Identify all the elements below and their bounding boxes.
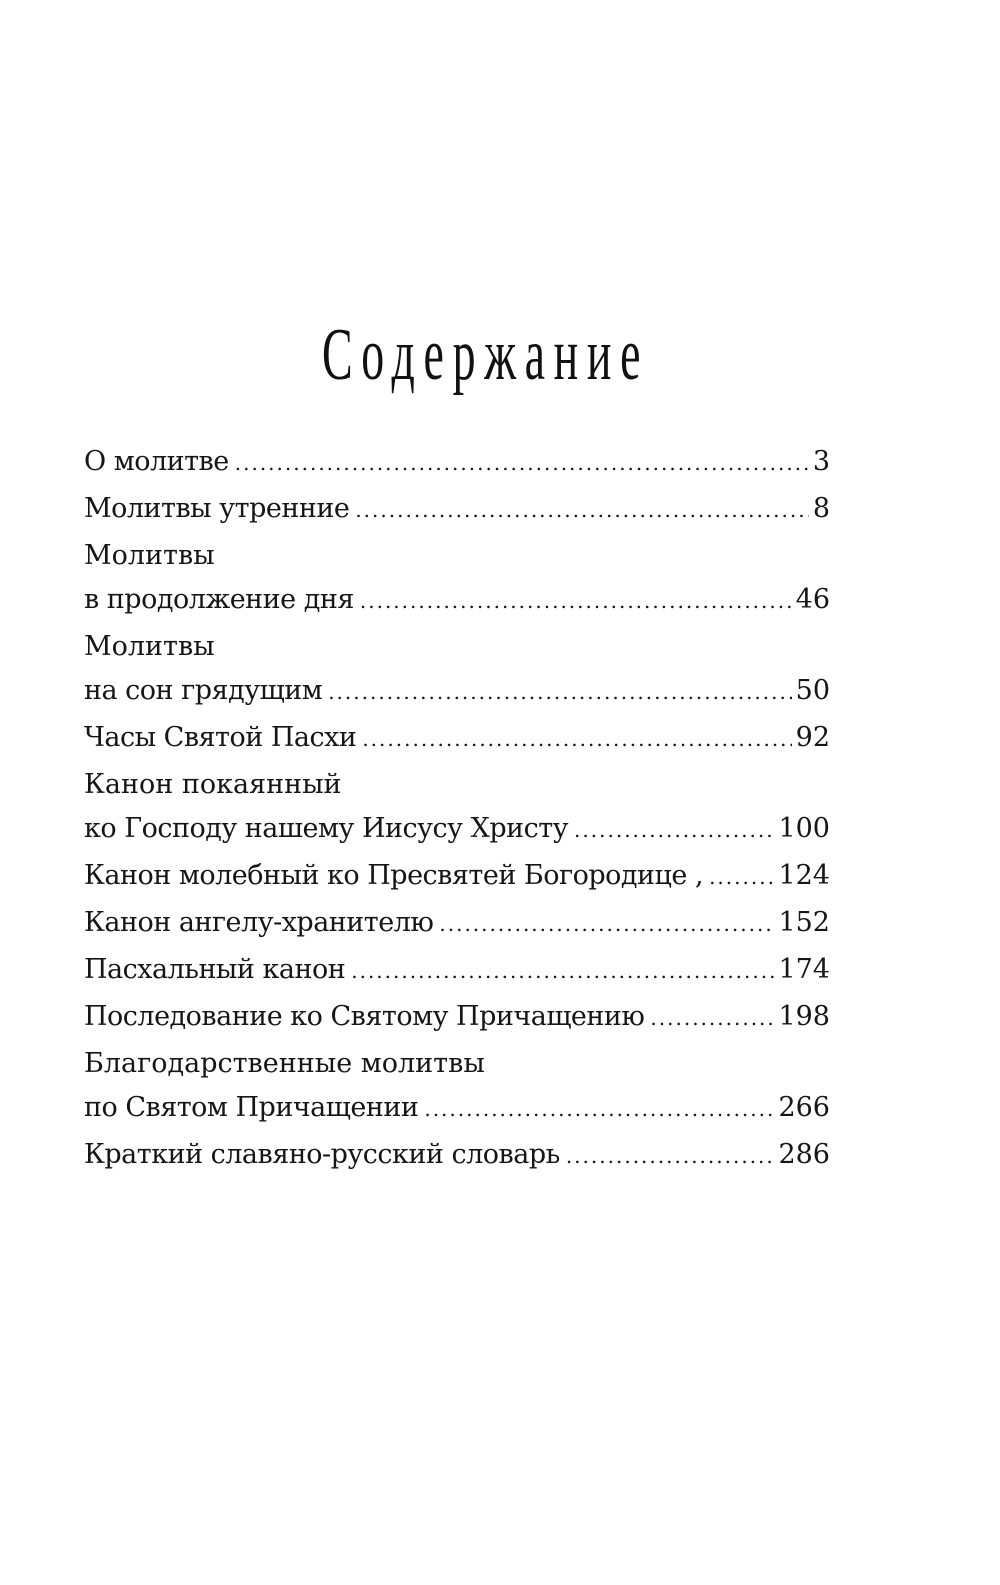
dot-leader — [362, 717, 791, 761]
page-number: 124 — [778, 860, 830, 891]
page-number: 266 — [778, 1092, 830, 1123]
entry-title: Последование ко Святому Причащению — [84, 1001, 645, 1032]
entry-title: на сон грядущим — [84, 675, 323, 706]
page-number: 152 — [778, 907, 830, 938]
entry-title: Часы Святой Пасхи — [84, 722, 357, 753]
page-number: 8 — [812, 493, 830, 524]
entry-title: Канон ангелу-хранителю — [84, 907, 434, 938]
toc-entry[interactable] — [84, 440, 830, 485]
toc-entry[interactable] — [84, 625, 830, 714]
toc-entry[interactable] — [84, 1133, 830, 1178]
toc-entry[interactable] — [84, 534, 830, 623]
page-number: 286 — [778, 1139, 830, 1170]
toc-entry[interactable] — [84, 901, 830, 946]
dot-leader — [650, 996, 774, 1040]
entry-title: Пасхальный канон — [84, 954, 346, 985]
entry-title: Канон молебный ко Пресвятей Богородице , — [84, 860, 704, 891]
toc-entry[interactable] — [84, 763, 830, 852]
dot-leader — [574, 808, 774, 852]
page-number: 92 — [795, 722, 830, 753]
dot-leader — [328, 670, 791, 714]
entry-title: ко Господу нашему Иисусу Христу — [84, 813, 569, 844]
page-number: 50 — [795, 675, 830, 706]
toc-entry[interactable] — [84, 948, 830, 993]
dot-leader — [709, 855, 774, 899]
toc-entry[interactable] — [84, 1042, 830, 1131]
entry-title: по Святом Причащении — [84, 1092, 419, 1123]
page-number: 174 — [778, 954, 830, 985]
entry-title: Молитвы утренние — [84, 493, 350, 524]
table-of-contents — [84, 440, 830, 1178]
entry-title-line1: Благодарственные молитвы — [84, 1048, 485, 1079]
toc-entry[interactable] — [84, 854, 830, 899]
entry-title: в продолжение дня — [84, 584, 354, 615]
entry-title-line1: Молитвы — [84, 540, 215, 571]
entry-title: О молитве — [84, 446, 229, 477]
toc-entry[interactable] — [84, 995, 830, 1040]
page-title: Содержание — [321, 314, 650, 396]
entry-title: Краткий славяно-русский словарь — [84, 1139, 560, 1170]
dot-leader — [355, 488, 809, 532]
page-number: 46 — [795, 584, 830, 615]
page-number: 3 — [812, 446, 830, 477]
dot-leader — [439, 902, 774, 946]
dot-leader — [566, 1134, 775, 1178]
entry-title-line1: Канон покаянный — [84, 769, 342, 800]
page-number: 198 — [778, 1001, 830, 1032]
page-number: 100 — [778, 813, 830, 844]
dot-leader — [235, 441, 809, 485]
toc-entry[interactable] — [84, 487, 830, 532]
toc-entry[interactable] — [84, 716, 830, 761]
dot-leader — [360, 579, 792, 623]
entry-title-line1: Молитвы — [84, 631, 215, 662]
dot-leader — [424, 1087, 774, 1131]
dot-leader — [351, 949, 774, 993]
